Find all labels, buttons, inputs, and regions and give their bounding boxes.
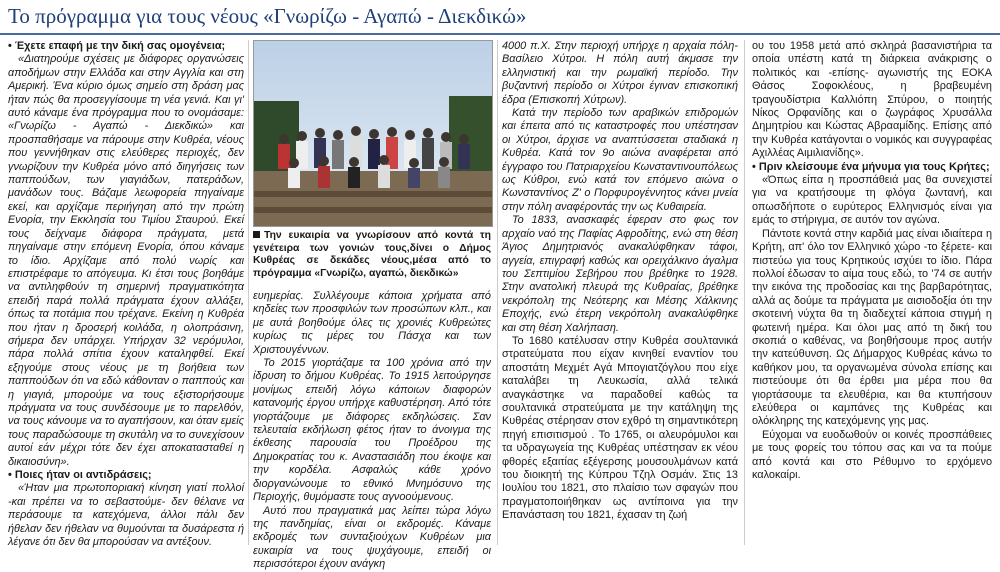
col4-paragraph-3: Πάντοτε κοντά στην καρδιά μας είναι ιδιαίτερα η Κρήτη, απ' όλο τον Ελληνικό χώρο -το ξέρετε- και πιστεύω για τους Κρητικούς ισχύει το ίδιο. Πάρα πολλοί έδωσαν το αίμα τους εδώ, το '74 σε αυτήν την εικόνα της προδοσίας και της βαρβαρότητας, αλλά ας δούμε τα πράγματα με αισιοδοξία ότι την σκοτεινή νύχτα θα τη διαδεχτεί κάποια στιγμή η φωτεινή ημέρα. Και όλοι μας από τη δική του σκοπιά ο καθένας, να βοηθήσουμε προς αυτήν την κατεύθυνση. Ως Δήμαρχος Κυθρέας κάνω το καθήκον μου, τα οργανωμένα σύνολα επίσης και πιστεύουμε ότι θα έρθει μια μέρα που θα γιορτάσουμε τα ελευθέρια, και θα κτυπήσουν ελεύθερα οι καμπάνες της Κυθρέας και ολόκληρης της κατεχόμενης γης μας. (752, 227, 992, 428)
col3-paragraph-2: Κατά την περίοδο των αραβικών επιδρομών και έπειτα από τις καταστροφές που υπέστησαν οι Χύτροι, άρχισε να αναπτύσσεται σταδιακά η Κυθρέα. Κατά τον 9ο αιώνα αναφέρεται από έγγραφο του Πατριαρχείου Κωνσταντινουπόλεως ως Κύθροι, ενώ κατά τον επόμενο αιώνα ο Κωνσταντίνος Ζ' ο Πορφυρογέννητος κάνει μνεία στην πόλη αναφέροντάς την ως Κυθαιρεία. (502, 107, 738, 213)
col3-paragraph-4: Το 1680 κατέλυσαν στην Κυθρέα σουλτανικά στρατεύματα που είχαν κινηθεί εναντίον του αποστάτη Μεχμέτ Αγά Μπογιατζόγλου που είχε καταλάβει τη Λευκωσία, αλλά τελικά αναγκάστηκε να παραδοθεί καθώς τα σουλτανικά στρατεύματα με την κατάληψη της Κυθρέας στέρησαν στον εχθρό τη σημαντικότερη πηγή επισιτισμού . Το 1765, οι αλευρόμυλοι και τα υδραγωγεία της Κυθρέας υπέστησαν εκ νέου φθορές εξαιτίας εξέγερσης μουσουλμάνων κατά του διοικητή της Κύπρου Τζηλ Οσμάν. Στις 13 Ιουλίου του 1821, στο πλαίσιο των σφαγών που πραγματοποιήθηκαν ως αντίποινα για την Επανάσταση του 1821, έχασαν τη ζωή (502, 334, 738, 522)
col4-paragraph-4: Εύχομαι να ευοδωθούν οι κοινές προσπάθειες με τους φορείς του τόπου σας και να τα πούμε από κοντά και στο Ρέθυμνο το ερχόμενο καλοκαίρι. (752, 428, 992, 481)
col2-paragraph-1: ευημερίας. Συλλέγουμε κάποια χρήματα από κηδείες των προσφιλών των προσώπων κλπ., και με αυτά βοηθούμε όλες τις χρονιές Κυθρεώτες κυρίως τις μέρες του Πάσχα και των Χριστουγέννων. (253, 290, 491, 356)
column-divider (744, 40, 745, 545)
caption-square-icon (253, 231, 260, 238)
column-2 (253, 290, 491, 571)
column-4 (752, 40, 992, 548)
col4-paragraph-1: ου του 1958 μετά από σκληρά βασανιστήρια τα οποία υπέστη κατά τη διάρκεια ανάκρισης ο πολιτικός και -επίσης- αγωνιστής της ΕΟΚΑ Θάσος Σοφοκλέους, η βραβευμένη τραγουδίστρια Καλλιόπη Σπύρου, ο ποιητής Νίκος Ορφανίδης και ο ζωγράφος Χρυσάλλα Δημητρίου και Κώστας Αβρααμίδης. Επίσης από την Κυθρέα κατάγονται ο νομικός και συγγραφέας Αχιλλέας Αιμιλιανίδης». (752, 40, 992, 160)
question-1: • Έχετε επαφή με την δική σας ομογένεια; (8, 40, 226, 52)
question-3: • Πριν κλείσουμε ένα μήνυμα για τους Κρήτες; (752, 160, 990, 173)
photo-caption (253, 230, 491, 280)
answer-1: «Διατηρούμε σχέσεις με διάφορες οργανώσεις αποδήμων στην Ελλάδα και στην Αγγλία και στη Αμερική. Ένα κύριο όμως σημείο στη δράση μας ήταν πώς θα προσεγγίσουμε τη νέα γενιά. Και γι' αυτό κάναμε ένα πρόγραμμα που το ονομάσαμε: «Γνωρίζω - Αγαπώ - Διεκδικώ» και προσπαθήσαμε να πάρουμε στην Κυθρέα, νέους που γεννήθηκαν στις ελεύθερες περιοχές, δεν γνωρίζουν την Κυθρέα μόνο από διηγήσεις των παππούδων, των γιαγιάδων, πατεράδων, μανάδων τους. Βάζαμε λεωφορεία πηγαίναμε εκεί, και αρχίζαμε περιήγηση από την πρώτη Ενορία, την Εκκλησία του Τιμίου Σταυρού. Εκεί τους δείχναμε διάφορα πράγματα, μετά πηγαίναμε στην επόμενη Ενορία, όπου κάναμε το ίδιο. Αρχίζαμε από πολύ νωρίς και επιστρέφαμε το απόγευμα. Κι έτσι τους βοηθάμε να αντιληφθούν τη σημερινή πραγματικότητα επειδή παρά πολλά πράγματα έχουν αλλάξει, όπως τα ποτάμια που τρέχανε. Εκείνη η Κυθρέα που ήταν η δροσερή κοιλάδα, η ολοπράσινη, σήμερα δεν υπάρχει. Υπήρχαν 32 νερόμυλοι, πάρα πολλά σπίτια έχουν καταληφθεί. Εκεί εξηγούμε στους νέους με τη βοήθεια των παππούδων ότι να εδώ κάθονταν ο παππούς και η γιαγιά, μπορούμε να τους εξιστορήσουμε πράγματα να τους συνδέσουμε με το παρελθόν, να τους κάνουμε να το αγαπήσουν, και όταν εμείς τους παραδώσουμε τη σκυτάλη να το συνεχίσουν αυτοί εάν μέχρι τότε δεν έχει αποκατασταθεί η δικαιοσύνη». (8, 53, 244, 468)
column-divider (248, 40, 249, 545)
column-1 (8, 40, 244, 548)
article-title: Το πρόγραμμα για τους νέους «Γνωρίζω - Αγαπώ - Διεκδικώ» (8, 4, 527, 28)
photo-caption-text: Την ευκαιρία να γνωρίσουν από κοντά τη γενέτειρα των γονιών τους,δίνει ο Δήμος Κυθρέας σε δεκάδες νέους,μέσα από το πρόγραμμα «Γνωρίζω, αγαπώ, διεκδικώ» (253, 230, 491, 279)
column-3 (502, 40, 738, 548)
col3-paragraph-3: Το 1833, ανασκαφές έφεραν στο φως τον αρχαίο ναό της Παφίας Αφροδίτης, ενώ στη θέση Άγιος Δημητριανός ανακαλύφθηκαν τάφοι, αγγεία, επιγραφή καθώς και ορειχάλκινο άγαλμα του Σεπτιμίου Σεβήρου που βρέθηκε το 1928. Στην ανατολική πλευρά της Κυθραίας, βρέθηκε νεκρόπολη της Νεότερης και Μέσης Χάλκινης Εποχής, ενώ έτερη νεκρόπολη ανακαλύφθηκε και στη θέση Χαλήπαση. (502, 214, 738, 334)
column-divider (497, 40, 498, 545)
col2-paragraph-3: Αυτό που πραγματικά μας λείπει τώρα λόγω της πανδημίας, είναι οι εκδρομές. Κάναμε εκδρομές των συνταξιούχων Κυθρέων μια ευκαιρία να τους ψυχάγουμε, επειδή οι περισσότεροι έχουν ανάγκη (253, 504, 491, 571)
col2-paragraph-2: Το 2015 γιορτάζαμε τα 100 χρόνια από την ίδρυση το δήμου Κυθρέας. Το 1915 λειτούργησε μονίμως επειδή λόγω κάποιων διαφορών κατανομής έργου υπήρχε καθυστέρηση. Από τότε γιορτάζουμε με διάφορες εκδηλώσεις. Σαν τελευταία εκδήλωση φέτος ήταν το άνοιγμα της έκθεσης παρουσία του Προέδρου της Δημοκρατίας του κ. Αναστασιάδη που έκοψε και την κορδέλα. Ασφαλώς κάθε χρόνο διοργανώνουμε το εθνικό Μνημόσυνο της Περιοχής, θυμόμαστε τους αγνοούμενους. (253, 357, 491, 504)
col4-paragraph-2: «Όπως είπα η προσπάθειά μας θα συνεχιστεί για να κρατήσουμε τη φλόγα ζωντανή, και οπωσδήποτε ο ευρύτερος Ελληνισμός είναι για εμάς το στήριγμα, σε αυτόν τον αγώνα. (752, 174, 992, 227)
answer-2: «Ήταν μια πρωτοποριακή κίνηση γιατί πολλοί -και πρέπει να το σεβαστούμε- δεν θέλανε να περάσουμε τα κατεχόμενα, άλλοι πάλι δεν ήθελαν δεν ήθελαν να θυμούνται τα δυσάρεστα ή λέγανε ότι δεν θα μπορούσαν να αντέξουν. (8, 482, 244, 549)
group-photo (253, 40, 493, 227)
group-photo-image (254, 41, 492, 226)
title-rule (0, 33, 1000, 35)
question-2: • Ποιες ήταν οι αντιδράσεις; (8, 469, 152, 481)
col3-paragraph-1: 4000 π.Χ. Στην περιοχή υπήρχε η αρχαία πόλη-Βασίλειο Χύτροι. Η πόλη αυτή άκμασε την ελληνιστική και την ρωμαϊκή περίοδο. Την βυζαντινή περίοδο οι Χύτροι έγιναν επισκοπική έδρα (Επισκοπή Χύτρων). (502, 40, 738, 106)
